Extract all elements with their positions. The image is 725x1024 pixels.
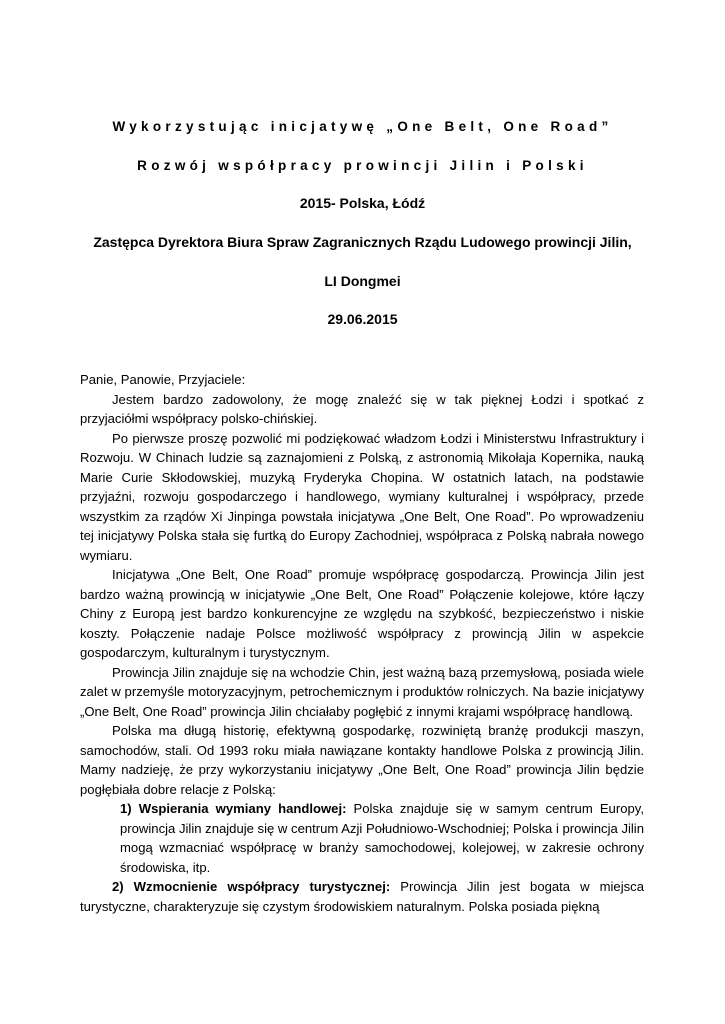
paragraph-3: Inicjatywa „One Belt, One Road” promuje współpracę gospodarczą. Prowincja Jilin jest bardzo ważną prowincją w inicjatywie „One Belt, One Road” Połączenie kolejowe, które łączy Chiny z Europą jest bardzo konkurencyjne ze względu na szybkość, bezpieczeństwo i niskie koszty. Połączenie nadaje Polsce możliwość współpracy z prowincją Jilin w aspekcie gospodarczym, kulturalnym i turystycznym. (80, 567, 644, 660)
paragraph-2: Po pierwsze proszę pozwolić mi podziękować władzom Łodzi i Ministerstwu Infrastruktury i Rozwoju. W Chinach ludzie są zaznajomieni z Polską, z astronomią Mikołaja Kopernika, nauką Marie Curie Skłodowskiej, muzyką Fryderyka Chopina. W ostatnich latach, na podstawie przyjaźni, rozwoju gospodarczego i handlowego, wymiany kulturalnej i współpracy, przede wszystkim za rządów Xi Jinpinga powstała inicjatywa „One Belt, One Road”. Po wprowadzeniu tej inicjatywy Polska stała się furtką do Europy Zachodniej, współpraca z Polską nabrała nowego wymiaru. (80, 430, 644, 563)
greeting: Panie, Panowie, Przyjaciele: (80, 372, 246, 387)
place-line: 2015- Polska, Łódź (299, 195, 426, 211)
paragraph-5: Polska ma długą historię, efektywną gospodarkę, rozwiniętą branżę produkcji maszyn, samochodów, stali. Od 1993 roku miała nawiązane kontakty handlowe Polska z prowincją Jilin. Mamy nadzieję, że przy wykorzystaniu inicjatywy „One Belt, One Road” prowincja Jilin będzie pogłębiała dobre relacje z Polską: (80, 723, 644, 797)
author-name: LI Dongmei (324, 273, 401, 289)
list-item-1-text: Polska znajduje się w samym centrum Europy, prowincja Jilin znajduje się w centrum Azji Południowo-Wschodniej; Polska i prowincja Jilin mogą wzmacniać współpracę w branży samochodowej, kolejowej, w zakresie ochrony środowiska, itp. (120, 801, 644, 875)
paragraph-1: Jestem bardzo zadowolony, że mogę znaleźć się w tak pięknej Łodzi i spotkać z przyjaciółmi współpracy polsko-chińskiej. (80, 391, 644, 426)
title-initiative: Wykorzystując inicjatywę „One Belt, One Road” (112, 119, 613, 134)
speech-body (80, 370, 644, 916)
list-item-2 (80, 877, 644, 916)
list-item-2-label: 2) Wzmocnienie współpracy turystycznej: (112, 879, 391, 894)
list-item-1 (80, 799, 644, 877)
document-date: 29.06.2015 (327, 311, 398, 327)
author-position: Zastępca Dyrektora Biura Spraw Zagranicznych Rządu Ludowego prowincji Jilin, (93, 234, 632, 250)
list-item-1-label: 1) Wspierania wymiany handlowej: (120, 801, 347, 816)
list-item-2-text: Prowincja Jilin jest bogata w miejsca turystyczne, charakteryzuje się czystym środowiskiem naturalnym. Polska posiada piękną (80, 879, 644, 914)
paragraph-4: Prowincja Jilin znajduje się na wchodzie Chin, jest ważną bazą przemysłową, posiada wiele zalet w przemyśle motoryzacyjnym, petrochemicznym i produktów rolniczych. Na bazie inicjatywy „One Belt, One Road” prowincja Jilin chciałaby pogłębić z innymi krajami współpracę handlową. (80, 664, 644, 719)
title-cooperation: Rozwój współpracy prowincji Jilin i Polski (137, 158, 588, 173)
